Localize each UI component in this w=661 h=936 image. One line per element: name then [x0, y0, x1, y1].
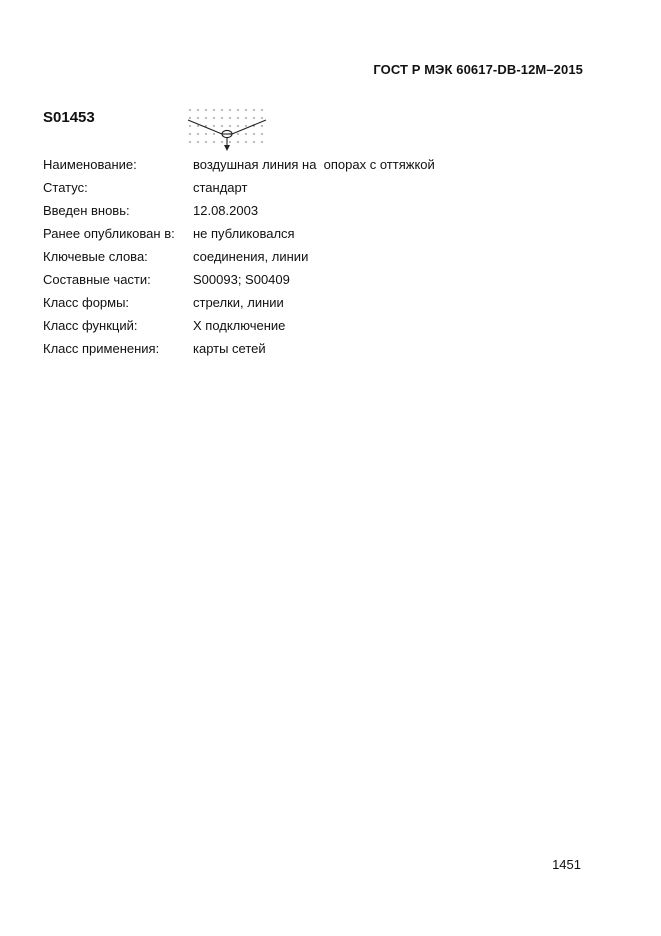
property-value: 12.08.2003	[193, 203, 259, 218]
property-value: соединения, линии	[193, 249, 309, 264]
property-label: Наименование:	[43, 157, 137, 172]
property-label: Класс функций:	[43, 318, 138, 333]
pole-marker	[222, 130, 232, 146]
property-list	[43, 153, 563, 360]
property-value: S00093; S00409	[193, 272, 290, 287]
property-row	[43, 245, 563, 268]
guy-arrow	[224, 145, 230, 151]
symbol-id: S01453	[43, 109, 95, 126]
property-value: стрелки, линии	[193, 295, 284, 310]
property-label: Класс применения:	[43, 341, 160, 356]
property-value: X подключение	[193, 318, 286, 333]
property-row	[43, 337, 563, 360]
property-value: стандарт	[193, 180, 248, 195]
property-row	[43, 222, 563, 245]
property-row	[43, 153, 563, 176]
property-label: Статус:	[43, 180, 88, 195]
property-row	[43, 314, 563, 337]
property-row	[43, 176, 563, 199]
property-row	[43, 199, 563, 222]
page-number: 1451	[552, 857, 581, 872]
standard-code-header: ГОСТ Р МЭК 60617-DB-12M–2015	[373, 62, 583, 77]
overhead-line-guyed-pole-symbol-icon	[182, 104, 272, 156]
property-label: Введен вновь:	[43, 203, 130, 218]
line-segments	[188, 120, 266, 134]
property-value: карты сетей	[193, 341, 266, 356]
property-value: не публиковался	[193, 226, 295, 241]
property-row	[43, 291, 563, 314]
property-row	[43, 268, 563, 291]
property-label: Класс формы:	[43, 295, 130, 310]
property-label: Ключевые слова:	[43, 249, 148, 264]
property-label: Составные части:	[43, 272, 151, 287]
property-value: воздушная линия на опорах с оттяжкой	[193, 157, 435, 172]
property-label: Ранее опубликован в:	[43, 226, 175, 241]
